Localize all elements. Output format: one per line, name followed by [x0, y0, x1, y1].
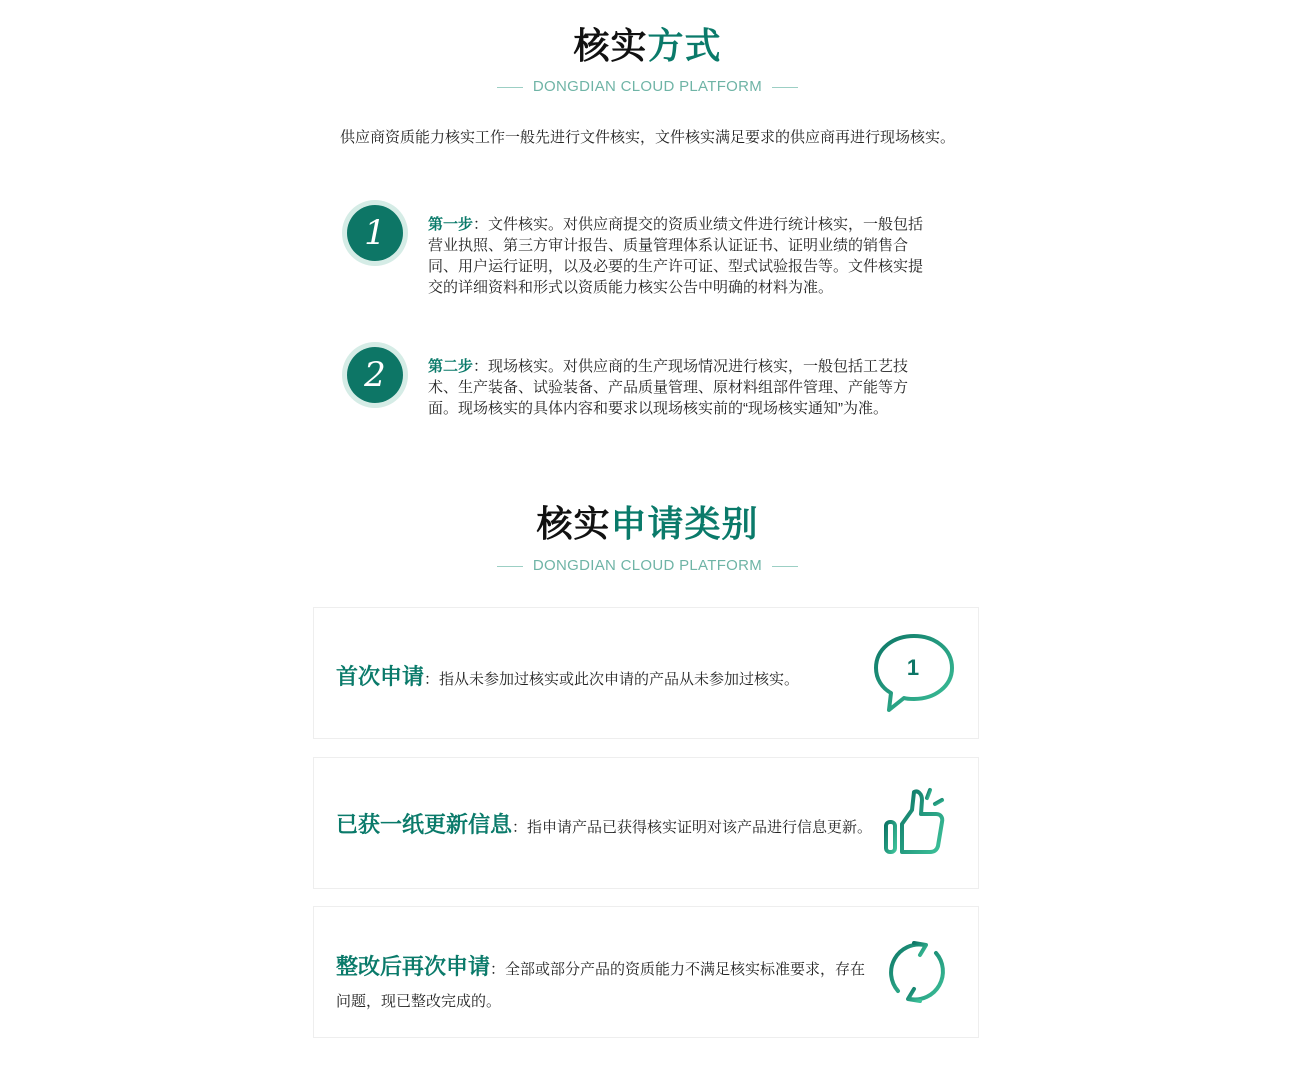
- section1-subtitle: [0, 78, 1295, 95]
- step-number-badge: [342, 200, 408, 266]
- step-number: 1: [347, 205, 403, 261]
- refresh-icon: [884, 939, 950, 1005]
- category-card-update: [313, 757, 979, 889]
- chat-bubble-icon: [872, 632, 956, 714]
- title-dark-part: 核实: [573, 25, 648, 66]
- card-title: 整改后再次申请: [336, 954, 491, 979]
- card-body: ：指申请产品已获得核实证明对该产品进行信息更新。: [512, 819, 873, 836]
- step-body: ：现场核实。对供应商的生产现场情况进行核实，一般包括工艺技术、生产装备、试验装备、产品质量管理、原材料组部件管理、产能等方面。现场核实的具体内容和要求以现场核实前的“现场核实通知”为准。: [428, 358, 909, 417]
- section2-subtitle: [0, 557, 1295, 574]
- section1-title: [0, 18, 1295, 69]
- step-label: 第二步: [428, 358, 474, 375]
- thumbs-up-icon: [882, 782, 948, 858]
- category-card-first: [313, 607, 979, 739]
- subtitle-text: DONGDIAN CLOUD PLATFORM: [532, 78, 763, 95]
- section2-title: [0, 496, 1295, 547]
- card-body: ：指从未参加过核实或此次申请的产品从未参加过核实。: [424, 671, 800, 688]
- step-label: 第一步: [428, 216, 474, 233]
- step-description: [428, 214, 928, 298]
- title-green-part: 方式: [647, 25, 722, 66]
- card-title: 已获一纸更新信息: [336, 812, 513, 837]
- chat-bubble-number: 1: [906, 655, 920, 680]
- card-body: ：全部或部分产品的资质能力不满足核实标准要求，存在问题，现已整改完成的。: [336, 961, 866, 1010]
- subtitle-text: DONGDIAN CLOUD PLATFORM: [532, 557, 763, 574]
- category-card-rectify: [313, 906, 979, 1038]
- step-description: [428, 356, 928, 419]
- card-text: [336, 660, 876, 691]
- intro-text: 供应商资质能力核实工作一般先进行文件核实，文件核实满足要求的供应商再进行现场核实。: [339, 129, 955, 146]
- step-number: 2: [347, 347, 403, 403]
- title-dark-part: 核实: [536, 503, 611, 544]
- card-text: [336, 951, 876, 1018]
- card-text: [336, 808, 876, 839]
- step-body: ：文件核实。对供应商提交的资质业绩文件进行统计核实，一般包括营业执照、第三方审计报告、质量管理体系认证证书、证明业绩的销售合同、用户运行证明，以及必要的生产许可证、型式试验报告等。文件核实提交的详细资料和形式以资质能力核实公告中明确的材料为准。: [428, 216, 924, 296]
- step-number-badge: [342, 342, 408, 408]
- title-green-part: 申请类别: [610, 503, 759, 544]
- card-title: 首次申请: [336, 664, 425, 689]
